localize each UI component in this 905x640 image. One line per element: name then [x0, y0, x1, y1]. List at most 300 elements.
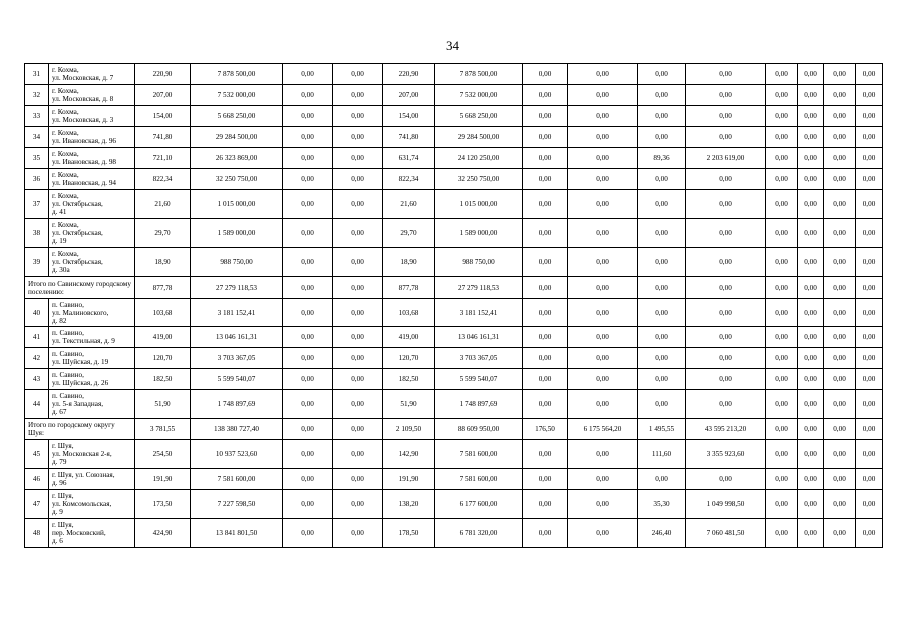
value-cell: 0,00 — [798, 277, 824, 299]
value-cell: 0,00 — [686, 190, 766, 219]
value-cell: 7 581 600,00 — [191, 469, 283, 490]
value-cell: 988 750,00 — [191, 248, 283, 277]
value-cell: 0,00 — [283, 348, 333, 369]
row-number: 38 — [25, 219, 49, 248]
value-cell: 0,00 — [686, 390, 766, 419]
value-cell: 0,00 — [686, 169, 766, 190]
value-cell: 0,00 — [766, 440, 798, 469]
value-cell: 0,00 — [638, 127, 686, 148]
value-cell: 0,00 — [333, 490, 383, 519]
value-cell: 0,00 — [798, 299, 824, 327]
address-cell — [49, 248, 135, 277]
value-cell: 0,00 — [766, 419, 798, 440]
value-cell: 0,00 — [523, 440, 568, 469]
value-cell: 0,00 — [523, 248, 568, 277]
value-cell: 0,00 — [798, 419, 824, 440]
value-cell: 0,00 — [824, 369, 856, 390]
value-cell: 0,00 — [523, 277, 568, 299]
table-row — [25, 169, 883, 190]
value-cell: 0,00 — [523, 190, 568, 219]
value-cell: 0,00 — [523, 148, 568, 169]
row-number: 40 — [25, 299, 49, 327]
value-cell: 3 181 152,41 — [435, 299, 523, 327]
value-cell: 0,00 — [686, 348, 766, 369]
value-cell: 741,80 — [135, 127, 191, 148]
row-number: 33 — [25, 106, 49, 127]
address-cell — [49, 106, 135, 127]
value-cell: 0,00 — [333, 519, 383, 548]
value-cell: 0,00 — [283, 419, 333, 440]
value-cell: 0,00 — [798, 440, 824, 469]
value-cell: 0,00 — [638, 369, 686, 390]
value-cell: 0,00 — [568, 64, 638, 85]
address-line: ул. Московская, д. 8 — [52, 95, 114, 103]
value-cell: 0,00 — [824, 490, 856, 519]
row-number: 35 — [25, 148, 49, 169]
value-cell: 0,00 — [638, 169, 686, 190]
table-row — [25, 490, 883, 519]
row-number: 44 — [25, 390, 49, 419]
value-cell: 0,00 — [856, 277, 883, 299]
value-cell: 1 015 000,00 — [435, 190, 523, 219]
value-cell: 10 937 523,60 — [191, 440, 283, 469]
value-cell: 0,00 — [333, 348, 383, 369]
value-cell: 0,00 — [638, 219, 686, 248]
row-number: 42 — [25, 348, 49, 369]
value-cell: 0,00 — [824, 419, 856, 440]
value-cell: 13 841 801,50 — [191, 519, 283, 548]
value-cell: 1 589 000,00 — [435, 219, 523, 248]
value-cell: 0,00 — [766, 348, 798, 369]
value-cell: 0,00 — [766, 64, 798, 85]
address-line: г. Кохма, — [52, 250, 79, 258]
value-cell: 0,00 — [568, 490, 638, 519]
value-cell: 0,00 — [283, 190, 333, 219]
table-row — [25, 327, 883, 348]
address-line: ул. Октябрьская, — [52, 200, 103, 208]
value-cell: 0,00 — [638, 190, 686, 219]
value-cell: 3 703 367,05 — [191, 348, 283, 369]
value-cell: 0,00 — [856, 469, 883, 490]
value-cell: 29,70 — [135, 219, 191, 248]
value-cell: 2 109,50 — [383, 419, 435, 440]
value-cell: 0,00 — [333, 469, 383, 490]
value-cell: 24 120 250,00 — [435, 148, 523, 169]
table-row — [25, 148, 883, 169]
value-cell: 32 250 750,00 — [191, 169, 283, 190]
value-cell: 0,00 — [856, 127, 883, 148]
value-cell: 0,00 — [766, 390, 798, 419]
row-number: 36 — [25, 169, 49, 190]
value-cell: 29,70 — [383, 219, 435, 248]
value-cell: 0,00 — [856, 85, 883, 106]
value-cell: 1 589 000,00 — [191, 219, 283, 248]
total-label: Итого по городскому округу Шуя: — [25, 419, 135, 440]
value-cell: 0,00 — [856, 299, 883, 327]
value-cell: 0,00 — [568, 106, 638, 127]
value-cell: 0,00 — [766, 127, 798, 148]
value-cell: 154,00 — [383, 106, 435, 127]
value-cell: 0,00 — [638, 64, 686, 85]
value-cell: 0,00 — [283, 85, 333, 106]
table-row — [25, 106, 883, 127]
address-cell — [49, 348, 135, 369]
value-cell: 154,00 — [135, 106, 191, 127]
table-row — [25, 127, 883, 148]
value-cell: 741,80 — [383, 127, 435, 148]
address-cell — [49, 369, 135, 390]
value-cell: 0,00 — [283, 64, 333, 85]
value-cell: 419,00 — [383, 327, 435, 348]
value-cell: 1 049 998,50 — [686, 490, 766, 519]
value-cell: 178,50 — [383, 519, 435, 548]
address-line: ул. Ивановская, д. 98 — [52, 158, 117, 166]
value-cell: 0,00 — [824, 248, 856, 277]
value-cell: 0,00 — [798, 369, 824, 390]
address-line: п. Савино, — [52, 300, 84, 309]
row-number: 34 — [25, 127, 49, 148]
value-cell: 0,00 — [856, 419, 883, 440]
page-number: 34 — [446, 38, 459, 53]
address-line: г. Шуя, — [52, 442, 74, 450]
address-line: ул. Ивановская, д. 96 — [52, 137, 117, 145]
value-cell: 0,00 — [798, 390, 824, 419]
value-cell: 138 380 727,40 — [191, 419, 283, 440]
value-cell: 0,00 — [856, 248, 883, 277]
table-row — [25, 369, 883, 390]
value-cell: 0,00 — [766, 190, 798, 219]
value-cell: 0,00 — [523, 85, 568, 106]
value-cell: 21,60 — [135, 190, 191, 219]
value-cell: 18,90 — [383, 248, 435, 277]
value-cell: 0,00 — [568, 148, 638, 169]
value-cell: 0,00 — [824, 85, 856, 106]
value-cell: 0,00 — [824, 219, 856, 248]
address-line: п. Савино, — [52, 371, 84, 379]
value-cell: 0,00 — [333, 440, 383, 469]
value-cell: 7 532 000,00 — [191, 85, 283, 106]
value-cell: 35,30 — [638, 490, 686, 519]
value-cell: 0,00 — [568, 85, 638, 106]
value-cell: 0,00 — [798, 469, 824, 490]
value-cell: 0,00 — [766, 327, 798, 348]
value-cell: 0,00 — [568, 169, 638, 190]
value-cell: 0,00 — [824, 390, 856, 419]
address-line: д. 67 — [52, 408, 67, 416]
value-cell: 0,00 — [568, 277, 638, 299]
address-cell — [49, 64, 135, 85]
value-cell: 3 355 923,60 — [686, 440, 766, 469]
value-cell: 0,00 — [824, 64, 856, 85]
address-cell — [49, 390, 135, 419]
value-cell: 0,00 — [523, 327, 568, 348]
value-cell: 0,00 — [333, 390, 383, 419]
value-cell: 51,90 — [135, 390, 191, 419]
address-line: ул. Малиновского, — [52, 308, 109, 317]
value-cell: 3 781,55 — [135, 419, 191, 440]
address-line: ул. Московская 2-я, — [52, 450, 112, 458]
value-cell: 0,00 — [283, 440, 333, 469]
value-cell: 0,00 — [798, 519, 824, 548]
address-cell — [49, 85, 135, 106]
value-cell: 5 599 540,07 — [191, 369, 283, 390]
value-cell: 0,00 — [798, 190, 824, 219]
value-cell: 0,00 — [638, 106, 686, 127]
value-cell: 7 581 600,00 — [435, 469, 523, 490]
value-cell: 0,00 — [333, 369, 383, 390]
value-cell: 5 668 250,00 — [191, 106, 283, 127]
value-cell: 0,00 — [766, 369, 798, 390]
address-cell — [49, 127, 135, 148]
value-cell: 0,00 — [824, 519, 856, 548]
value-cell: 0,00 — [523, 469, 568, 490]
total-row — [25, 419, 883, 440]
value-cell: 0,00 — [638, 248, 686, 277]
value-cell: 138,20 — [383, 490, 435, 519]
value-cell: 0,00 — [283, 277, 333, 299]
value-cell: 0,00 — [283, 369, 333, 390]
table-row — [25, 248, 883, 277]
value-cell: 0,00 — [824, 469, 856, 490]
value-cell: 0,00 — [283, 248, 333, 277]
table-body — [25, 64, 883, 548]
value-cell: 1 015 000,00 — [191, 190, 283, 219]
value-cell: 0,00 — [798, 85, 824, 106]
value-cell: 0,00 — [824, 440, 856, 469]
address-line: д. 82 — [52, 316, 67, 325]
value-cell: 0,00 — [856, 190, 883, 219]
address-line: г. Кохма, — [52, 108, 79, 116]
value-cell: 0,00 — [766, 277, 798, 299]
value-cell: 0,00 — [766, 219, 798, 248]
value-cell: 0,00 — [798, 348, 824, 369]
value-cell: 3 181 152,41 — [191, 299, 283, 327]
table-row — [25, 85, 883, 106]
value-cell: 0,00 — [856, 390, 883, 419]
value-cell: 0,00 — [523, 390, 568, 419]
value-cell: 0,00 — [523, 299, 568, 327]
value-cell: 0,00 — [638, 277, 686, 299]
value-cell: 0,00 — [283, 127, 333, 148]
value-cell: 103,68 — [383, 299, 435, 327]
address-line: п. Савино, — [52, 329, 84, 337]
value-cell: 0,00 — [766, 299, 798, 327]
value-cell: 0,00 — [686, 85, 766, 106]
data-table — [24, 63, 883, 548]
value-cell: 0,00 — [798, 127, 824, 148]
value-cell: 13 046 161,31 — [435, 327, 523, 348]
address-cell — [49, 219, 135, 248]
value-cell: 173,50 — [135, 490, 191, 519]
value-cell: 6 177 600,00 — [435, 490, 523, 519]
value-cell: 207,00 — [135, 85, 191, 106]
value-cell: 0,00 — [568, 348, 638, 369]
address-line: п. Савино, — [52, 350, 84, 358]
value-cell: 0,00 — [686, 64, 766, 85]
value-cell: 0,00 — [686, 369, 766, 390]
value-cell: 0,00 — [766, 169, 798, 190]
value-cell: 0,00 — [856, 490, 883, 519]
value-cell: 0,00 — [283, 106, 333, 127]
value-cell: 0,00 — [824, 148, 856, 169]
value-cell: 0,00 — [766, 469, 798, 490]
address-line: ул. Московская, д. 3 — [52, 116, 114, 124]
value-cell: 29 284 500,00 — [191, 127, 283, 148]
row-number: 46 — [25, 469, 49, 490]
value-cell: 419,00 — [135, 327, 191, 348]
value-cell: 0,00 — [568, 190, 638, 219]
value-cell: 1 748 897,69 — [435, 390, 523, 419]
address-line: ул. Комсомольская, — [52, 500, 112, 508]
value-cell: 0,00 — [333, 419, 383, 440]
value-cell: 0,00 — [283, 490, 333, 519]
value-cell: 0,00 — [686, 127, 766, 148]
value-cell: 5 668 250,00 — [435, 106, 523, 127]
value-cell: 191,90 — [383, 469, 435, 490]
value-cell: 0,00 — [568, 469, 638, 490]
value-cell: 0,00 — [333, 106, 383, 127]
address-line: п. Савино, — [52, 392, 84, 400]
value-cell: 0,00 — [856, 519, 883, 548]
value-cell: 0,00 — [568, 440, 638, 469]
value-cell: 0,00 — [798, 106, 824, 127]
value-cell: 7 227 598,50 — [191, 490, 283, 519]
address-cell — [49, 299, 135, 327]
value-cell: 0,00 — [766, 519, 798, 548]
value-cell: 13 046 161,31 — [191, 327, 283, 348]
value-cell: 424,90 — [135, 519, 191, 548]
value-cell: 0,00 — [766, 248, 798, 277]
value-cell: 120,70 — [135, 348, 191, 369]
value-cell: 27 279 118,53 — [435, 277, 523, 299]
value-cell: 0,00 — [824, 299, 856, 327]
table-row — [25, 469, 883, 490]
value-cell: 0,00 — [333, 219, 383, 248]
value-cell: 0,00 — [283, 299, 333, 327]
value-cell: 182,50 — [383, 369, 435, 390]
value-cell: 0,00 — [798, 148, 824, 169]
value-cell: 0,00 — [523, 127, 568, 148]
address-line: д. 41 — [52, 208, 67, 216]
value-cell: 3 703 367,05 — [435, 348, 523, 369]
row-number: 48 — [25, 519, 49, 548]
value-cell: 0,00 — [283, 469, 333, 490]
address-cell — [49, 190, 135, 219]
value-cell: 207,00 — [383, 85, 435, 106]
table-row — [25, 299, 883, 327]
value-cell: 7 878 500,00 — [435, 64, 523, 85]
value-cell: 220,90 — [135, 64, 191, 85]
value-cell: 0,00 — [766, 106, 798, 127]
address-line: г. Кохма, — [52, 66, 79, 74]
value-cell: 0,00 — [798, 169, 824, 190]
address-cell — [49, 440, 135, 469]
value-cell: 0,00 — [523, 490, 568, 519]
value-cell: 0,00 — [856, 327, 883, 348]
value-cell: 0,00 — [568, 519, 638, 548]
address-line: г. Кохма, — [52, 192, 79, 200]
value-cell: 0,00 — [824, 127, 856, 148]
table-row — [25, 440, 883, 469]
value-cell: 0,00 — [856, 64, 883, 85]
address-line: г. Шуя, ул. Союзная, — [52, 471, 115, 479]
value-cell: 0,00 — [686, 327, 766, 348]
address-line: д. 79 — [52, 458, 67, 466]
value-cell: 0,00 — [333, 85, 383, 106]
value-cell: 182,50 — [135, 369, 191, 390]
value-cell: 0,00 — [333, 169, 383, 190]
value-cell: 0,00 — [638, 469, 686, 490]
address-line: г. Кохма, — [52, 171, 79, 179]
address-line: г. Шуя, — [52, 492, 74, 500]
value-cell: 988 750,00 — [435, 248, 523, 277]
value-cell: 0,00 — [638, 390, 686, 419]
value-cell: 6 175 564,20 — [568, 419, 638, 440]
value-cell: 0,00 — [766, 148, 798, 169]
value-cell: 0,00 — [798, 327, 824, 348]
value-cell: 0,00 — [766, 490, 798, 519]
address-line: ул. Ивановская, д. 94 — [52, 179, 117, 187]
value-cell: 0,00 — [523, 348, 568, 369]
address-line: д. 6 — [52, 537, 63, 545]
value-cell: 0,00 — [523, 369, 568, 390]
address-line: г. Кохма, — [52, 87, 79, 95]
value-cell: 0,00 — [568, 127, 638, 148]
value-cell: 0,00 — [283, 169, 333, 190]
value-cell: 7 060 481,50 — [686, 519, 766, 548]
value-cell: 7 581 600,00 — [435, 440, 523, 469]
address-line: г. Кохма, — [52, 150, 79, 158]
value-cell: 631,74 — [383, 148, 435, 169]
value-cell: 29 284 500,00 — [435, 127, 523, 148]
address-line: ул. Октябрьская, — [52, 258, 103, 266]
value-cell: 0,00 — [568, 390, 638, 419]
address-cell — [49, 148, 135, 169]
value-cell: 0,00 — [523, 519, 568, 548]
value-cell: 0,00 — [856, 348, 883, 369]
value-cell: 0,00 — [798, 490, 824, 519]
value-cell: 0,00 — [283, 219, 333, 248]
value-cell: 5 599 540,07 — [435, 369, 523, 390]
value-cell: 1 495,55 — [638, 419, 686, 440]
row-number: 39 — [25, 248, 49, 277]
value-cell: 0,00 — [798, 64, 824, 85]
value-cell: 32 250 750,00 — [435, 169, 523, 190]
value-cell: 0,00 — [333, 148, 383, 169]
value-cell: 822,34 — [383, 169, 435, 190]
value-cell: 0,00 — [283, 390, 333, 419]
value-cell: 0,00 — [824, 169, 856, 190]
value-cell: 0,00 — [568, 327, 638, 348]
value-cell: 0,00 — [638, 299, 686, 327]
row-number: 41 — [25, 327, 49, 348]
value-cell: 0,00 — [686, 248, 766, 277]
address-cell — [49, 469, 135, 490]
value-cell: 43 595 213,20 — [686, 419, 766, 440]
value-cell: 721,10 — [135, 148, 191, 169]
value-cell: 0,00 — [283, 327, 333, 348]
value-cell: 0,00 — [686, 106, 766, 127]
value-cell: 0,00 — [856, 219, 883, 248]
total-label: Итого по Савинскому городскому поселению: — [25, 277, 135, 299]
value-cell: 0,00 — [333, 299, 383, 327]
value-cell: 88 609 950,00 — [435, 419, 523, 440]
address-cell — [49, 490, 135, 519]
value-cell: 0,00 — [766, 85, 798, 106]
value-cell: 0,00 — [856, 440, 883, 469]
value-cell: 176,50 — [523, 419, 568, 440]
address-line: д. 19 — [52, 237, 67, 245]
